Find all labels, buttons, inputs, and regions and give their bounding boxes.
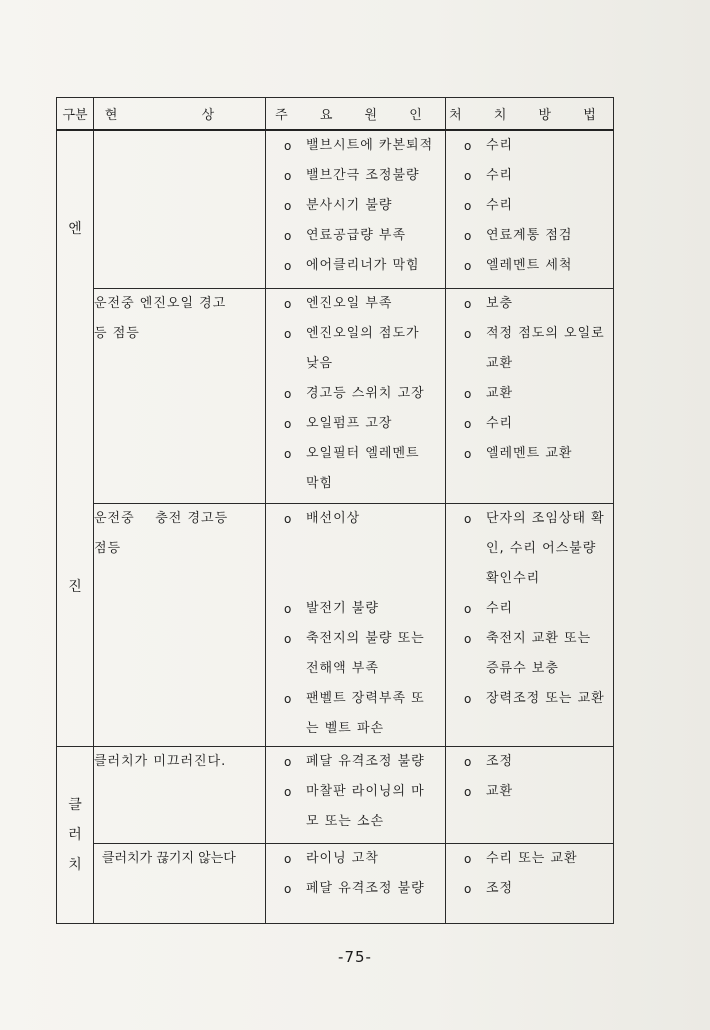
- symptom-cell: 운전중 엔진오일 경고 등 점등: [94, 288, 266, 503]
- list-item: o 페달 유격조정 불량: [284, 880, 425, 896]
- page-number: -75-: [338, 948, 372, 966]
- header-symptom: 현 상: [94, 98, 266, 131]
- list-item: o 오일펌프 고장: [284, 415, 393, 431]
- table-row: [57, 503, 614, 746]
- list-item: o 배선이상: [284, 510, 361, 526]
- list-item: o 팬벨트 장력부족 또: [284, 690, 425, 706]
- list-item: 확인수리: [486, 570, 541, 586]
- list-item: o 엘레멘트 세척: [464, 258, 573, 273]
- action-cell: [446, 503, 614, 746]
- cause-cell: [266, 843, 446, 923]
- list-item: o 에어클리너가 막힘: [284, 258, 420, 273]
- symptom-cell: 클러치가 미끄러진다.: [94, 746, 266, 843]
- action-cell: [446, 746, 614, 843]
- list-item: o 수리: [464, 168, 514, 183]
- list-item: 낮음: [306, 355, 334, 371]
- list-item: o 밸브시트에 카본퇴적: [284, 138, 434, 153]
- symptom-cell: 클러치가 끊기지 않는다: [94, 843, 266, 923]
- table-row: [57, 843, 614, 923]
- list-item: o 밸브간극 조정불량: [284, 168, 420, 183]
- maintenance-table: [56, 97, 614, 924]
- list-item: o 라이닝 고착: [284, 850, 379, 866]
- action-cell: [446, 843, 614, 923]
- list-item: o 적정 점도의 오일로: [464, 325, 605, 341]
- action-cell: [446, 288, 614, 503]
- list-item: 교환: [486, 355, 514, 371]
- table-row: [57, 288, 614, 503]
- cause-cell: [266, 288, 446, 503]
- symptom-cell: [94, 130, 266, 288]
- table-row: [57, 746, 614, 843]
- list-item: o 연료계통 점검: [464, 228, 573, 243]
- cause-cell: [266, 503, 446, 746]
- action-cell: [446, 130, 614, 288]
- list-item: 인, 수리 어스불량: [486, 540, 597, 556]
- list-item: 는 벨트 파손: [306, 720, 385, 736]
- list-item: 모 또는 소손: [306, 813, 385, 829]
- list-item: o 엔진오일 부족: [284, 295, 393, 311]
- header-cause: 주 요 원 인: [266, 98, 446, 131]
- list-item: o 보충: [464, 295, 514, 311]
- list-item: o 조정: [464, 880, 514, 896]
- list-item: o 축전지의 불량 또는: [284, 630, 425, 646]
- list-item: o 발전기 불량: [284, 600, 379, 616]
- cause-cell: [266, 130, 446, 288]
- category-engine: 엔 진: [57, 130, 94, 746]
- symptom-cell: 운전중 충전 경고등 점등: [94, 503, 266, 746]
- list-item: o 교환: [464, 783, 514, 799]
- list-item: o 수리: [464, 138, 514, 153]
- list-item: o 오일필터 엘레멘트: [284, 445, 420, 461]
- list-item: o 수리: [464, 198, 514, 213]
- table-header-row: [57, 98, 614, 131]
- list-item: o 연료공급량 부족: [284, 228, 407, 243]
- list-item: o 조정: [464, 753, 514, 769]
- cause-cell: [266, 746, 446, 843]
- list-item: o 수리: [464, 600, 514, 616]
- list-item: o 수리 또는 교환: [464, 850, 578, 866]
- list-item: o 교환: [464, 385, 514, 401]
- list-item: 전해액 부족: [306, 660, 379, 676]
- list-item: o 분사시기 불량: [284, 198, 393, 213]
- list-item: o 마찰판 라이닝의 마: [284, 783, 425, 799]
- list-item: o 수리: [464, 415, 514, 431]
- list-item: 막힘: [306, 475, 334, 491]
- category-clutch: 클 러 치: [57, 746, 94, 923]
- list-item: 증류수 보충: [486, 660, 559, 676]
- header-category: 구분: [57, 98, 94, 131]
- list-item: o 엘레멘트 교환: [464, 445, 573, 461]
- list-item: o 경고등 스위치 고장: [284, 385, 425, 401]
- list-item: o 장력조정 또는 교환: [464, 690, 605, 706]
- list-item: o 페달 유격조정 불량: [284, 753, 425, 769]
- table-row: [57, 130, 614, 288]
- list-item: o 축전지 교환 또는: [464, 630, 592, 646]
- list-item: o 엔진오일의 점도가: [284, 325, 420, 341]
- list-item: o 단자의 조임상태 확: [464, 510, 605, 526]
- header-action: 처 치 방 법: [446, 98, 614, 131]
